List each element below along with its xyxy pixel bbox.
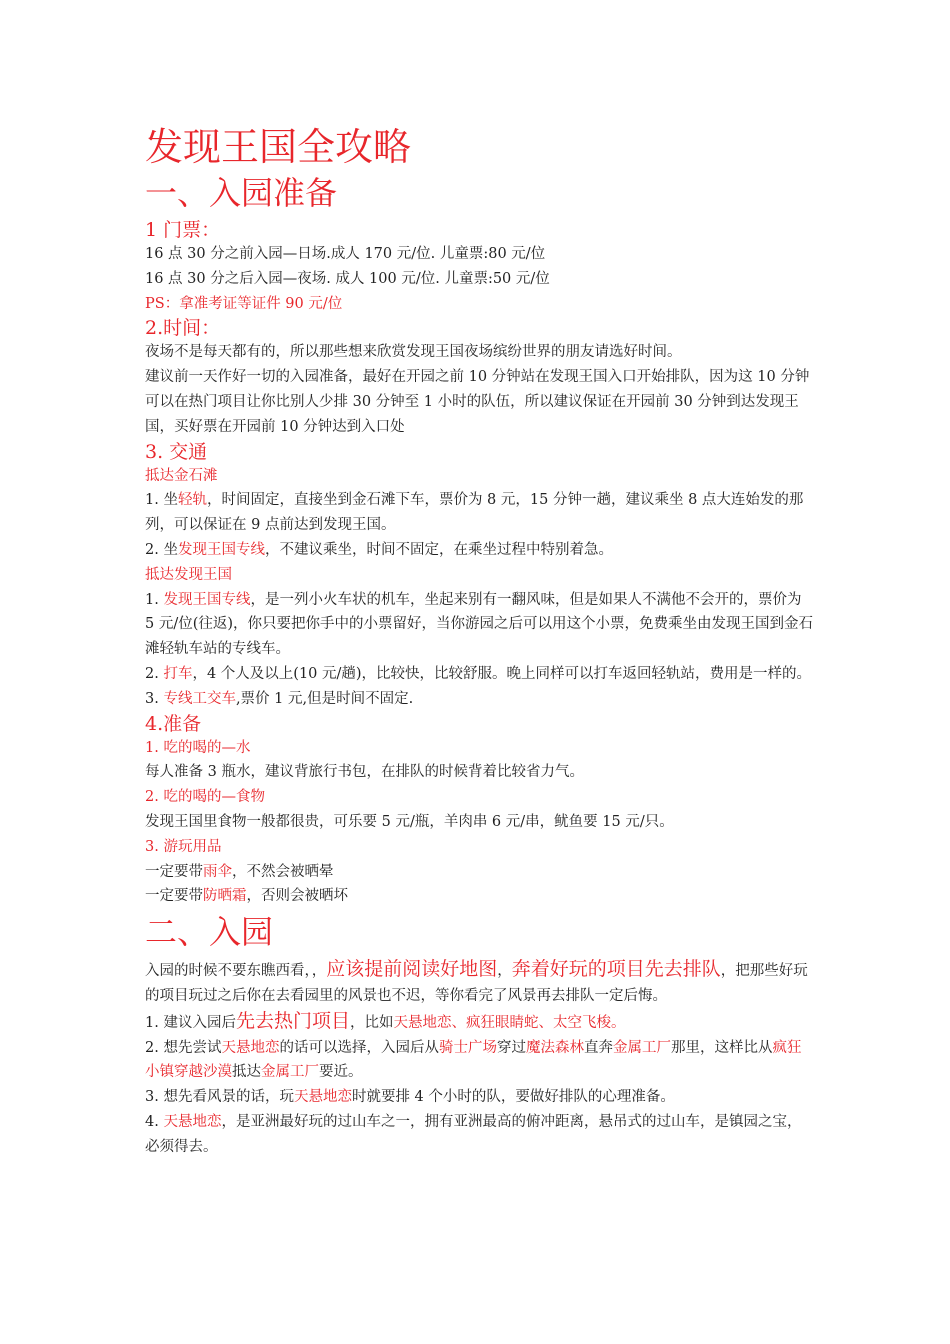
prep-umbrella: 一定要带雨伞，不然会被晒晕 — [145, 863, 334, 880]
transport-sub-jinshitan: 抵达金石滩 — [145, 467, 218, 484]
time-paragraph-1: 夜场不是每天都有的，所以那些想来欣赏发现王国夜场缤纷世界的朋友请选好时间。 — [145, 344, 682, 361]
subheading-tickets: 1 门票： — [145, 219, 221, 241]
prep-water: 每人准备 3 瓶水，建议背旅行书包，在排队的时候背着比较省力气。 — [145, 764, 584, 781]
entry-paragraph: 入园的时候不要东瞧西看，，应该提前阅读好地图，奔着好玩的项目先去排队，把那些好玩的项目玩过之后你在去看园里的风景也不迟，等你看完了风景再去排队一定后悔。 — [145, 958, 808, 1004]
prep-food: 发现王国里食物一般都很贵，可乐要 5 元/瓶，羊肉串 6 元/串，鱿鱼要 15 元/只。 — [145, 813, 674, 830]
doc-title: 发现王国全攻略 — [145, 125, 412, 169]
entry-item-1: 1. 建议入园后先去热门项目，比如天悬地恋、疯狂眼睛蛇、太空飞梭。 — [145, 1009, 626, 1032]
prep-sub-food: 2. 吃的喝的—食物 — [145, 789, 265, 806]
subheading-transport: 3. 交通 — [145, 440, 208, 463]
subheading-time: 2.时间： — [145, 317, 221, 340]
transport-item-bus: 3. 专线工交车,票价 1 元,但是时间不固定. — [145, 690, 414, 707]
ticket-ps: PS：拿准考证等证件 90 元/位 — [145, 295, 343, 312]
document-page — [145, 122, 815, 1160]
prep-sunscreen: 一定要带防晒霜，否则会被晒坏 — [145, 888, 348, 905]
section-heading-entry: 二、入园 — [145, 913, 274, 952]
entry-item-2: 2. 想先尝试天悬地恋的话可以选择，入园后从骑士广场穿过魔法森林直奔金属工厂那里，这样比从疯狂小镇穿越沙漠抵达金属工厂要近。 — [145, 1039, 802, 1081]
transport-item-train: 1. 发现王国专线，是一列小火车状的机车，坐起来别有一翻风味，但是如果人不满他不会开的，票价为 5 元/位(往返)，你只要把你手中的小票留好，当你游园之后可以用这个小票，免费乘坐由发现王国到金石滩轻轨车站的专线车。 — [145, 591, 814, 658]
entry-item-3: 3. 想先看风景的话，玩天悬地恋时就要排 4 个小时的队，要做好排队的心理准备。 — [145, 1089, 675, 1106]
section-heading-prep: 一、入园准备 — [145, 174, 338, 212]
time-paragraph-2: 建议前一天作好一切的入园准备，最好在开园之前 10 分钟站在发现王国入口开始排队，因为这 10 分钟可以在热门项目让你比别人少排 30 分钟至 1 小时的队伍，所以建议保证在开园前 30 分钟到达发现王国，买好票在开园前 10 分钟达到入口处 — [145, 369, 810, 435]
entry-item-4: 4. 天悬地恋，是亚洲最好玩的过山车之一，拥有亚洲最高的俯冲距离，悬吊式的过山车，是镇园之宝，必须得去。 — [145, 1113, 802, 1155]
transport-item-taxi: 2. 打车，4 个人及以上(10 元/趟)，比较快，比较舒服。晚上同样可以打车返回轻轨站，费用是一样的。 — [145, 665, 812, 682]
ticket-day: 16 点 30 分之前入园—日场.成人 170 元/位. 儿童票:80 元/位 — [145, 246, 546, 262]
prep-sub-water: 1. 吃的喝的—水 — [145, 739, 251, 756]
transport-sub-kingdom: 抵达发现王国 — [145, 566, 232, 583]
transport-item-shuttle: 2. 坐发现王国专线，不建议乘坐，时间不固定，在乘坐过程中特别着急。 — [145, 541, 613, 558]
transport-item-lightrail: 1. 坐轻轨，时间固定，直接坐到金石滩下车，票价为 8 元，15 分钟一趟，建议乘坐 8 点大连始发的那列，可以保证在 9 点前达到发现王国。 — [145, 492, 804, 534]
ticket-night: 16 点 30 分之后入园—夜场. 成人 100 元/位. 儿童票:50 元/位 — [145, 270, 550, 287]
subheading-prep: 4.准备 — [145, 712, 202, 735]
prep-sub-gear: 3. 游玩用品 — [145, 838, 222, 855]
